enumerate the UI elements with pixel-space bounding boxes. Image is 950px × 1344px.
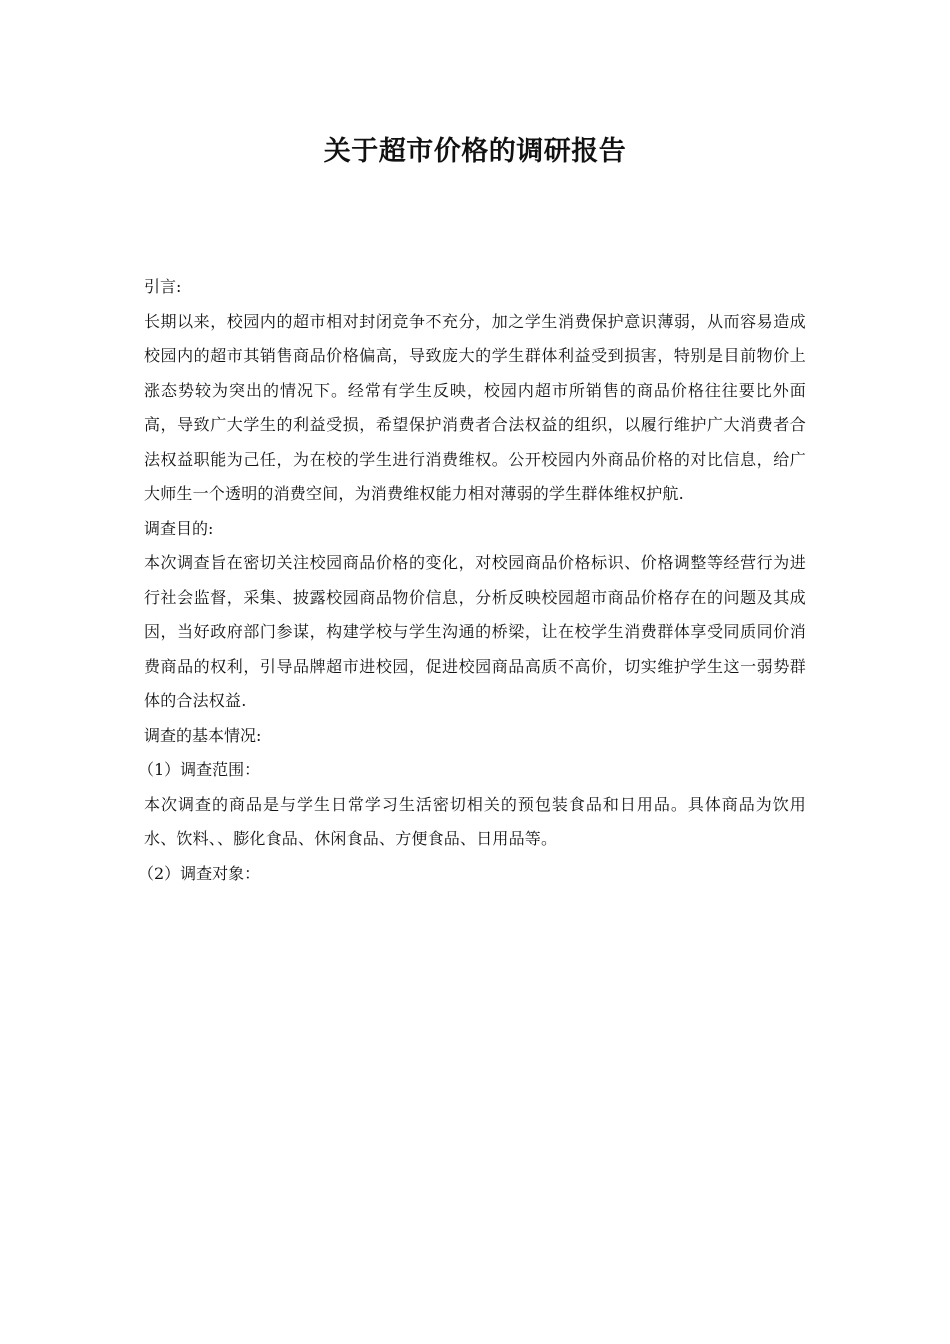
document-title: 关于超市价格的调研报告 bbox=[323, 136, 627, 167]
scope-heading: （1）调查范围： bbox=[138, 760, 261, 779]
document-body bbox=[138, 270, 806, 891]
intro-paragraph: 长期以来，校园内的超市相对封闭竞争不充分，加之学生消费保护意识薄弱，从而容易造成校园内的超市其销售商品价格偏高，导致庞大的学生群体利益受到损害，特别是目前物价上涨态势较为突出的情况下。经常有学生反映，校园内超市所销售的商品价格往往要比外面高，导致广大学生的利益受损，希望保护消费者合法权益的组织，以履行维护广大消费者合法权益职能为己任，为在校的学生进行消费维权。公开校园内外商品价格的对比信息，给广大师生一个透明的消费空间，为消费维权能力相对薄弱的学生群体维权护航. bbox=[144, 311, 806, 503]
purpose-heading: 调查目的: bbox=[144, 518, 214, 538]
intro-heading: 引言: bbox=[144, 277, 182, 296]
scope-paragraph: 本次调查的商品是与学生日常学习生活密切相关的预包装食品和日用品。具体商品为饮用水、饮料、、膨化食品、休闲食品、方便食品、日用品等。 bbox=[144, 794, 806, 848]
purpose-paragraph: 本次调查旨在密切关注校园商品价格的变化，对校园商品价格标识、价格调整等经营行为进行社会监督，采集、披露校园商品物价信息，分析反映校园超市商品价格存在的问题及其成因，当好政府部门参谋，构建学校与学生沟通的桥梁，让在校学生消费群体享受同质同价消费商品的权利，引导品牌超市进校园，促进校园商品高质不高价，切实维护学生这一弱势群体的合法权益. bbox=[144, 553, 806, 710]
basic-info-heading: 调查的基本情况: bbox=[144, 725, 262, 745]
target-heading: （2）调查对象： bbox=[138, 863, 261, 883]
